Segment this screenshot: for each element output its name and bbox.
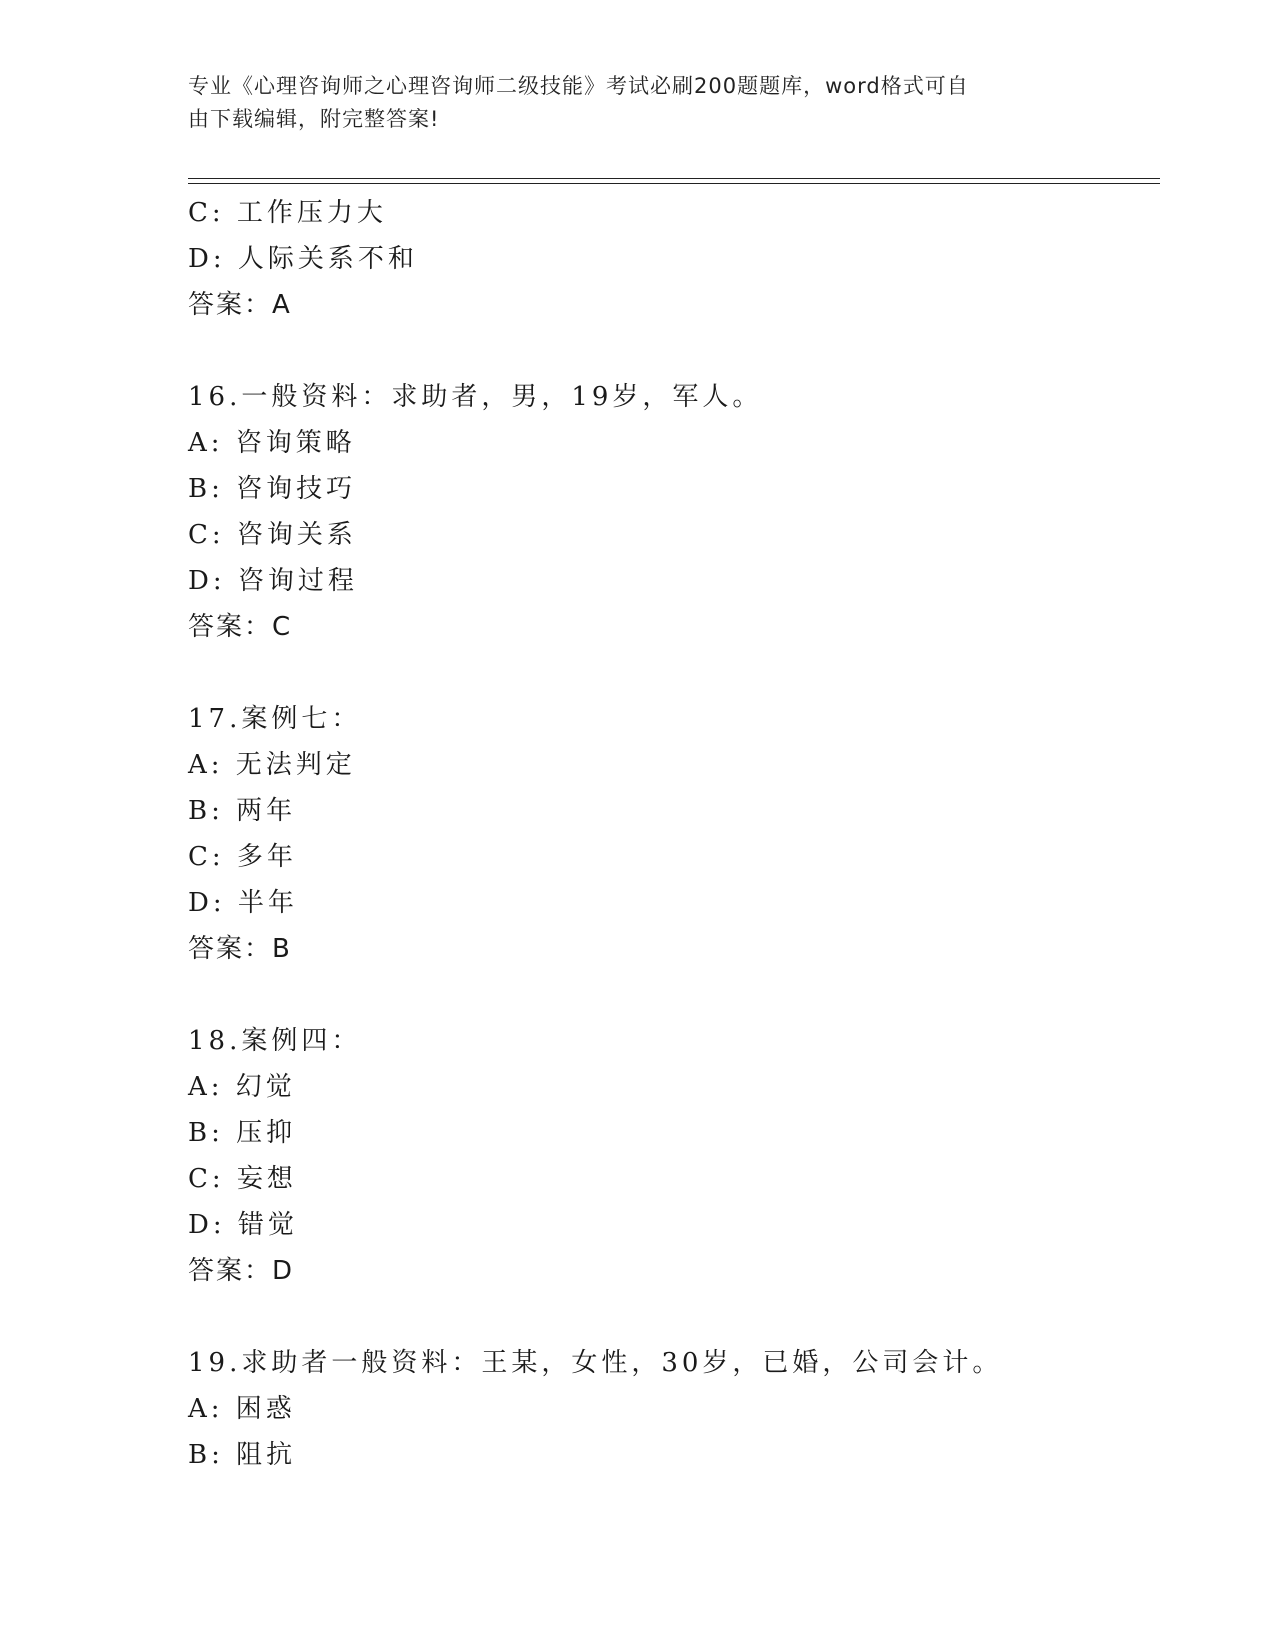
question-block bbox=[188, 1340, 1160, 1478]
question-block bbox=[188, 696, 1160, 972]
option-item: D: 人际关系不和 bbox=[188, 244, 418, 274]
spacer bbox=[188, 972, 1160, 1018]
option-item: C: 妄想 bbox=[188, 1164, 297, 1194]
question-list bbox=[188, 190, 1160, 1478]
option-item: B: 两年 bbox=[188, 796, 297, 826]
option-item: A: 困惑 bbox=[188, 1394, 296, 1424]
header-rule-bottom bbox=[188, 183, 1160, 184]
spacer bbox=[188, 328, 1160, 374]
document-header bbox=[188, 70, 1088, 136]
question-stem: 16.一般资料：求助者，男，19岁，军人。 bbox=[188, 382, 763, 412]
header-line-2: 由下载编辑，附完整答案! bbox=[188, 107, 440, 131]
option-item: D: 错觉 bbox=[188, 1210, 298, 1240]
option-item: C: 多年 bbox=[188, 842, 297, 872]
option-item: A: 幻觉 bbox=[188, 1072, 296, 1102]
option-item: C: 咨询关系 bbox=[188, 520, 357, 550]
question-stem: 17.案例七： bbox=[188, 704, 362, 734]
answer-line: 答案：C bbox=[188, 612, 293, 642]
spacer bbox=[188, 1294, 1160, 1340]
answer-line: 答案：D bbox=[188, 1256, 295, 1286]
spacer bbox=[188, 650, 1160, 696]
option-item: C: 工作压力大 bbox=[188, 198, 387, 228]
option-item: D: 咨询过程 bbox=[188, 566, 358, 596]
question-stem: 18.案例四： bbox=[188, 1026, 362, 1056]
question-block bbox=[188, 374, 1160, 650]
header-rule-top bbox=[188, 178, 1160, 179]
option-item: B: 压抑 bbox=[188, 1118, 297, 1148]
option-item: A: 咨询策略 bbox=[188, 428, 356, 458]
question-block bbox=[188, 190, 1160, 328]
header-line-1: 专业《心理咨询师之心理咨询师二级技能》考试必刷200题题库，word格式可自 bbox=[188, 74, 969, 98]
question-block bbox=[188, 1018, 1160, 1294]
option-item: B: 咨询技巧 bbox=[188, 474, 357, 504]
option-item: A: 无法判定 bbox=[188, 750, 356, 780]
question-stem: 19.求助者一般资料：王某，女性，30岁，已婚，公司会计。 bbox=[188, 1348, 1003, 1378]
answer-line: 答案：A bbox=[188, 290, 292, 320]
option-item: B: 阻抗 bbox=[188, 1440, 297, 1470]
option-item: D: 半年 bbox=[188, 888, 298, 918]
answer-line: 答案：B bbox=[188, 934, 292, 964]
